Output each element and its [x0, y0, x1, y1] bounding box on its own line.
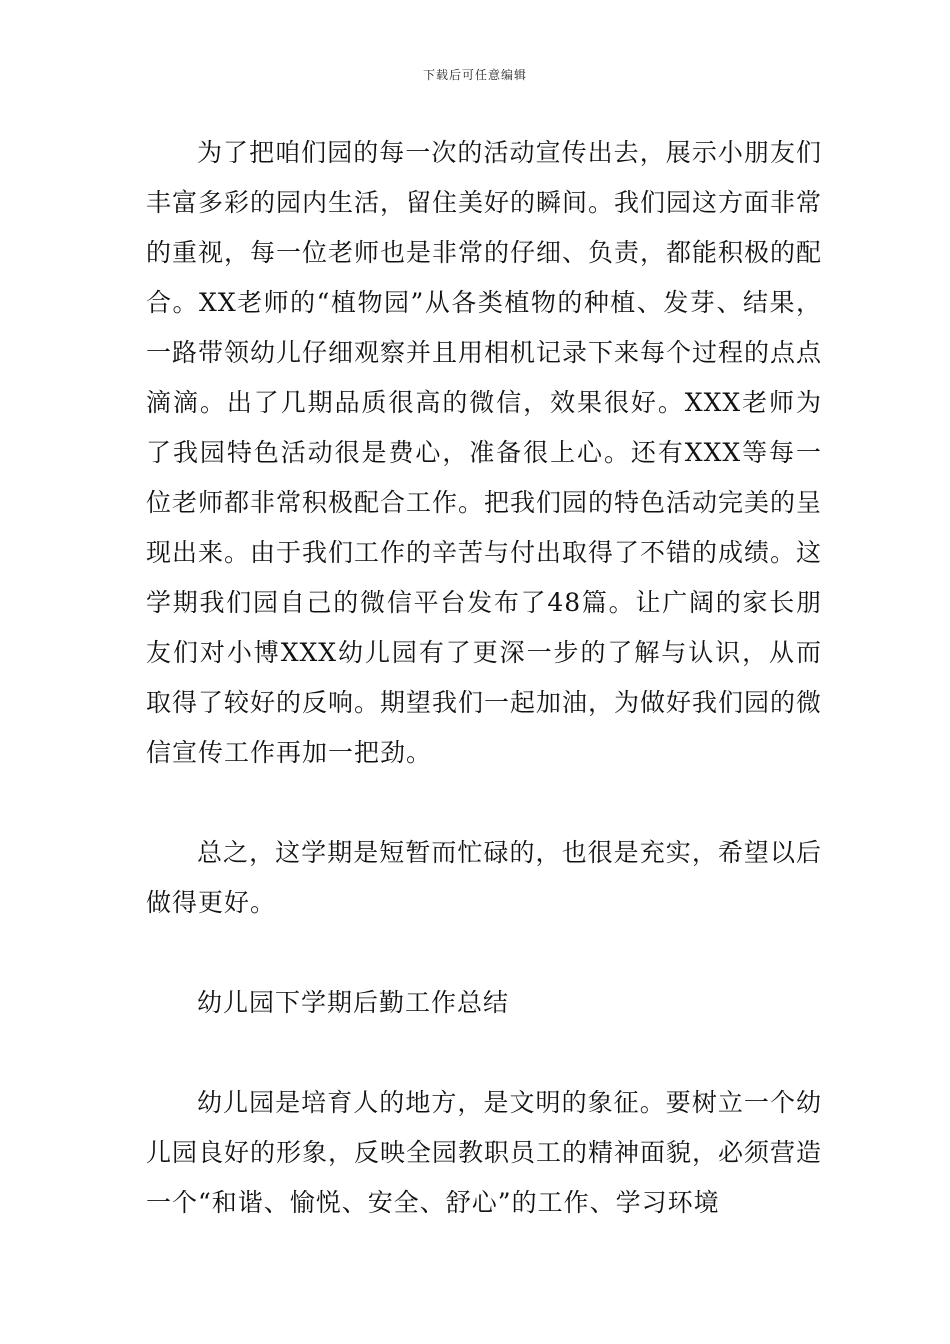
paragraph-wechat-publicity: 为了把咱们园的每一次的活动宣传出去，展示小朋友们丰富多彩的园内生活，留住美好的瞬间。我们园这方面非常的重视，每一位老师也是非常的仔细、负责，都能积极的配合。XX老师的“植物园”从各类植物的种植、发芽、结果，一路带领幼儿仔细观察并且用相机记录下来每个过程的点点滴滴。出了几期品质很高的微信，效果很好。XXX老师为了我园特色活动很是费心，准备很上心。还有XXX等每一位老师都非常积极配合工作。把我们园的特色活动完美的呈现出来。由于我们工作的辛苦与付出取得了不错的成绩。这学期我们园自己的微信平台发布了48篇。让广阔的家长朋友们对小博XXX幼儿园有了更深一步的了解与认识，从而取得了较好的反响。期望我们一起加油，为做好我们园的微信宣传工作再加一把劲。 [146, 138, 823, 767]
paragraph-kindergarten-environment: 幼儿园是培育人的地方，是文明的象征。要树立一个幼儿园良好的形象，反映全园教职员工的精神面貌，必须营造一个“和谐、愉悦、安全、舒心”的工作、学习环境 [146, 1088, 823, 1217]
paragraph-spacer [146, 1028, 822, 1078]
paragraph-spacer [146, 928, 822, 978]
document-body [146, 128, 822, 1228]
paragraph-spacer [146, 778, 822, 828]
header-note: 下载后可任意编辑 [422, 68, 527, 82]
paragraph-summary: 总之，这学期是短暂而忙碌的，也很是充实，希望以后做得更好。 [146, 838, 822, 917]
section-heading: 幼儿园下学期后勤工作总结 [197, 988, 510, 1017]
